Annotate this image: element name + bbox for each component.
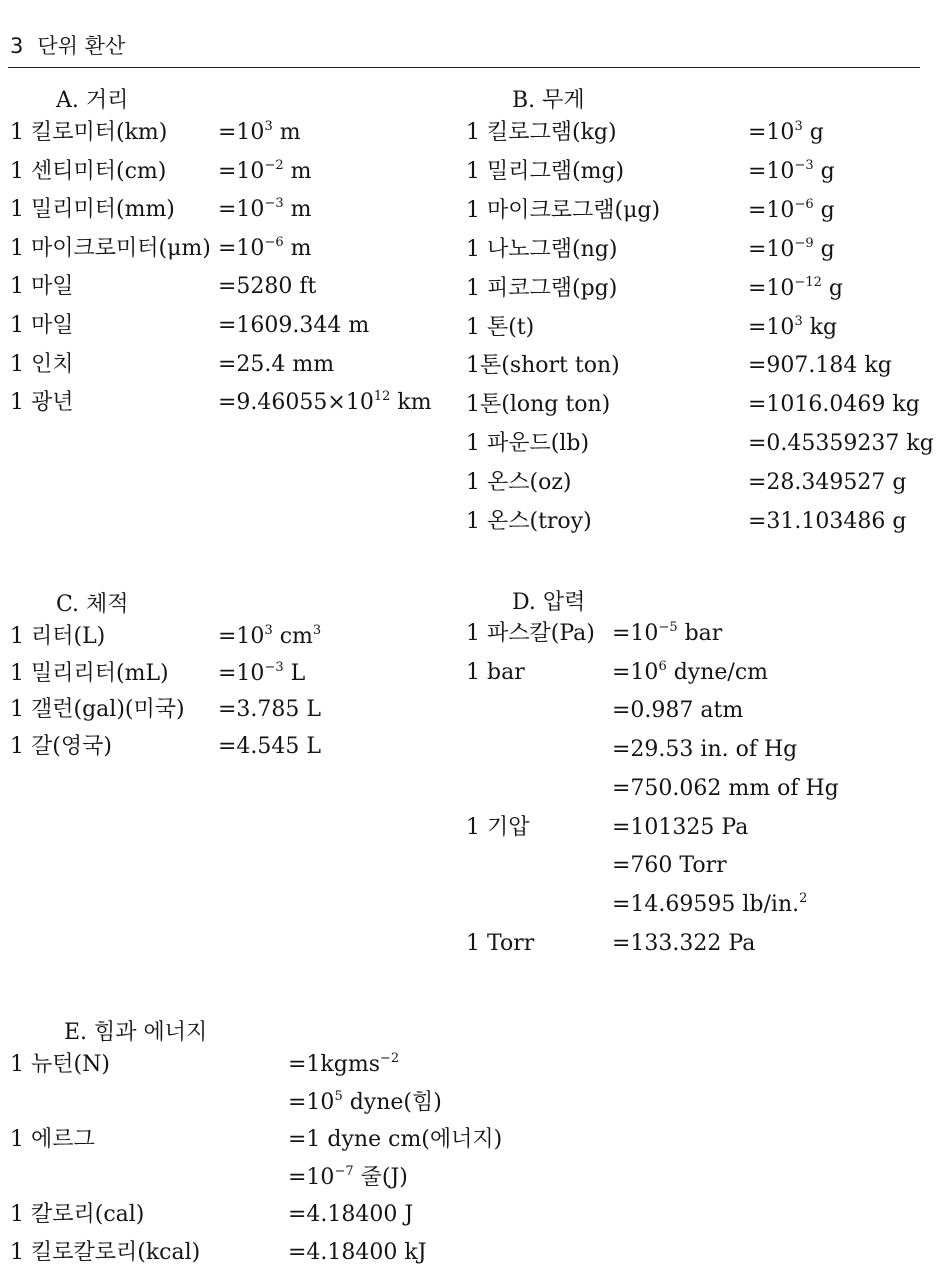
section-title-e: E. 힘과 에너지	[64, 1020, 208, 1045]
unit-label: 1 광년	[10, 390, 74, 415]
unit-value: $=10^6$ dyne/cm	[612, 659, 769, 685]
unit-value: $=10^{-12}$ g	[748, 275, 843, 301]
unit-value: =25.4 mm	[218, 352, 335, 377]
weight-row	[466, 196, 946, 226]
unit-label: 1 킬로그램(kg)	[466, 120, 617, 145]
pressure-row	[466, 813, 946, 843]
header-divider	[8, 67, 920, 68]
unit-value: $=10^3$ $cm^3$	[218, 623, 322, 649]
section-title-a: A. 거리	[56, 88, 129, 113]
unit-label: 1 인치	[10, 352, 74, 377]
weight-row	[466, 351, 946, 381]
unit-label: 1 파운드(lb)	[466, 431, 590, 456]
force-energy-row	[10, 1125, 503, 1155]
unit-label: 1 파스칼(Pa)	[466, 621, 595, 646]
unit-label: 1 온스(troy)	[466, 509, 592, 534]
force-energy-row	[10, 1200, 490, 1230]
unit-value: =31.103486 g	[748, 509, 907, 534]
unit-label: 1 뉴턴(N)	[10, 1052, 110, 1077]
section-title-d: D. 압력	[512, 590, 586, 615]
unit-label: 1 갤런(gal)(미국)	[10, 697, 185, 722]
unit-value: =1kgms$^{-2}$	[288, 1051, 400, 1077]
unit-value: $=10^3$ g	[748, 119, 824, 145]
unit-label: 1 밀리미터(mm)	[10, 197, 175, 222]
force-energy-row	[10, 1088, 490, 1118]
pressure-row	[466, 851, 946, 881]
unit-value: =750.062 mm of Hg	[612, 776, 839, 801]
weight-row	[466, 118, 946, 148]
section-title-b: B. 무게	[512, 88, 585, 113]
weight-row	[466, 313, 946, 343]
unit-value: =4.545 L	[218, 734, 322, 759]
unit-value: =4.18400 J	[288, 1202, 414, 1227]
unit-value: =28.349527 g	[748, 470, 907, 495]
unit-value: $=9.46055\times 10^{12}$ km	[218, 389, 432, 415]
weight-row	[466, 274, 946, 304]
unit-value: =1609.344 m	[218, 313, 370, 338]
unit-label: 1 기압	[466, 815, 530, 840]
unit-label: 1 피코그램(pg)	[466, 276, 618, 301]
unit-label: 1 Torr	[466, 931, 535, 956]
unit-value: =133.322 Pa	[612, 931, 756, 956]
unit-label: 1 리터(L)	[10, 624, 106, 649]
unit-value: =1 dyne cm(에너지)	[288, 1127, 503, 1152]
unit-value: $=10^{-3}$ m	[218, 196, 312, 222]
volume-row	[10, 659, 490, 689]
unit-label: 1 에르그	[10, 1127, 95, 1152]
weight-row	[466, 507, 946, 537]
unit-value: =0.45359237 kg	[748, 431, 934, 456]
unit-label: 1 마이크로미터(μm)	[10, 236, 211, 261]
unit-value: =760 Torr	[612, 853, 727, 878]
unit-value: $=10^5$ dyne(힘)	[288, 1089, 442, 1115]
weight-row	[466, 429, 946, 459]
unit-label: 1 bar	[466, 660, 525, 685]
unit-value: =4.18400 kJ	[288, 1240, 427, 1265]
chapter-number: 3	[10, 34, 24, 58]
unit-value: =14.69595 lb/in.$^2$	[612, 891, 808, 917]
unit-label: 1 갈(영국)	[10, 734, 112, 759]
unit-value: =1016.0469 kg	[748, 392, 920, 417]
unit-label: 1 마이크로그램(μg)	[466, 198, 661, 223]
unit-label: 1 킬로칼로리(kcal)	[10, 1240, 201, 1265]
pressure-row	[466, 890, 946, 920]
page-header	[10, 30, 125, 60]
pressure-row	[466, 619, 946, 649]
section-title-c: C. 체적	[56, 592, 129, 617]
weight-row	[466, 235, 946, 265]
unit-value: $=10^{-2}$ m	[218, 158, 312, 184]
unit-value: =101325 Pa	[612, 815, 749, 840]
volume-row	[10, 622, 490, 652]
distance-row	[10, 157, 490, 187]
distance-row	[10, 272, 490, 302]
pressure-row	[466, 929, 946, 959]
unit-label: 1 마일	[10, 313, 74, 338]
unit-label: 1 킬로미터(km)	[10, 120, 168, 145]
unit-label: 1 칼로리(cal)	[10, 1202, 145, 1227]
pressure-row	[466, 774, 946, 804]
unit-label: 1 밀리그램(mg)	[466, 159, 625, 184]
unit-value: $=10^{-9}$ g	[748, 236, 835, 262]
unit-value: $=10^3$ kg	[748, 314, 838, 340]
distance-row	[10, 118, 490, 148]
unit-value: =3.785 L	[218, 697, 322, 722]
unit-value: =29.53 in. of Hg	[612, 737, 798, 762]
unit-label: 1톤(long ton)	[466, 392, 611, 417]
unit-label: 1 센티미터(cm)	[10, 159, 167, 184]
unit-label: 1 톤(t)	[466, 315, 535, 340]
unit-value: $=10^{-5}$ bar	[612, 620, 723, 646]
volume-row	[10, 695, 490, 725]
pressure-row	[466, 696, 946, 726]
unit-label: 1 나노그램(ng)	[466, 237, 618, 262]
unit-value: $=10^{-3}$ g	[748, 158, 835, 184]
unit-value: $=10^{-6}$ g	[748, 197, 835, 223]
unit-value: $=10^3$ m	[218, 119, 301, 145]
unit-value: =907.184 kg	[748, 353, 892, 378]
unit-label: 1 마일	[10, 274, 74, 299]
unit-value: $=10^{-7}$ 줄(J)	[288, 1164, 408, 1190]
force-energy-row	[10, 1050, 490, 1080]
pressure-row	[466, 735, 946, 765]
unit-value: =5280 ft	[218, 274, 317, 299]
force-energy-row	[10, 1163, 490, 1193]
weight-row	[466, 468, 946, 498]
chapter-title: 단위 환산	[37, 34, 126, 58]
distance-row	[10, 311, 490, 341]
distance-row	[10, 195, 490, 225]
weight-row	[466, 390, 946, 420]
distance-row	[10, 388, 490, 418]
unit-value: $=10^{-3}$ L	[218, 660, 306, 686]
distance-row	[10, 350, 490, 380]
unit-label: 1 온스(oz)	[466, 470, 572, 495]
weight-row	[466, 157, 946, 187]
unit-value: $=10^{-6}$ m	[218, 235, 312, 261]
unit-value: =0.987 atm	[612, 698, 744, 723]
force-energy-row	[10, 1238, 490, 1268]
unit-label: 1톤(short ton)	[466, 353, 620, 378]
distance-row	[10, 234, 490, 264]
volume-row	[10, 732, 490, 762]
pressure-row	[466, 658, 946, 688]
unit-label: 1 밀리리터(mL)	[10, 661, 169, 686]
